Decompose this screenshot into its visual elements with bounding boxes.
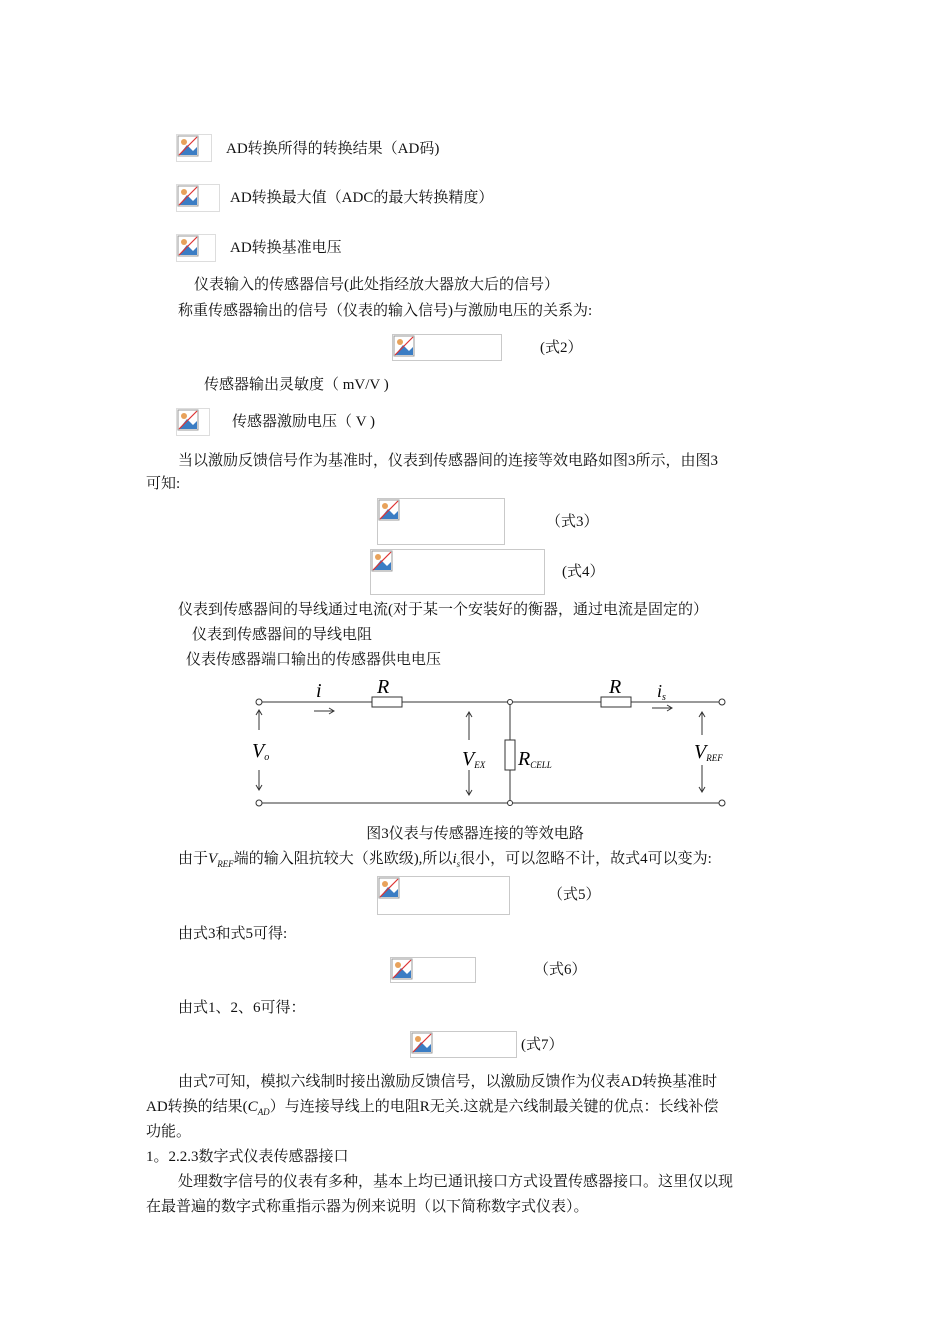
label-vex: VEX xyxy=(462,748,486,770)
text-supply: 仪表传感器端口输出的传感器供电电压 xyxy=(186,652,442,668)
text-ad-ref: AD转换基准电压 xyxy=(230,240,342,256)
label-rcell: RCELL xyxy=(518,748,552,770)
para2-line1: 由式7可知，模拟六线制时接出激励反馈信号，以激励反馈作为仪表AD转换基准时 xyxy=(178,1074,718,1090)
resistor-r-right xyxy=(601,697,631,707)
junction-node xyxy=(508,801,513,806)
text-ad-code: AD转换所得的转换结果（AD码) xyxy=(226,141,440,157)
eq4-label: (式4） xyxy=(562,564,605,580)
text-relation: 称重传感器输出的信号（仪表的输入信号)与激励电压的关系为: xyxy=(178,303,593,319)
resistor-r-left xyxy=(372,697,402,707)
text-current: 仪表到传感器间的导线通过电流(对于某一个安装好的衡器，通过电流是固定的） xyxy=(178,602,708,618)
text-vref-note: 由于$V_{REF}$端的输入阻抗较大（兆欧级),所以$i_s$很小，可以忽略不计，故式4可以变为: xyxy=(178,851,712,869)
text-sensitivity: 传感器输出灵敏度（ mV/V ) xyxy=(204,377,389,393)
label-r-left: R xyxy=(377,676,390,698)
text-resistance: 仪表到传感器间的导线电阻 xyxy=(192,627,373,643)
label-r-right: R xyxy=(609,676,622,698)
label-is: is xyxy=(657,681,666,703)
terminal xyxy=(256,699,262,705)
broken-image-icon xyxy=(378,877,400,899)
broken-image-icon xyxy=(411,1032,433,1054)
label-vref: VREF xyxy=(694,741,723,763)
label-i: i xyxy=(316,680,322,702)
equation-7-image xyxy=(410,1031,517,1058)
para2-line3: 功能。 xyxy=(146,1124,192,1140)
terminal xyxy=(719,699,725,705)
eq2-label: (式2） xyxy=(540,340,583,356)
eq3-label: （式3） xyxy=(546,514,599,530)
terminal xyxy=(719,800,725,806)
eq5-label: （式5） xyxy=(548,887,601,903)
label-vo: Vo xyxy=(252,740,270,763)
junction-node xyxy=(508,700,513,705)
para1-line1: 当以激励反馈信号作为基准时，仪表到传感器间的连接等效电路如图3所示，由图3 xyxy=(178,453,719,469)
resistor-r-cell xyxy=(505,740,515,770)
para3-line1: 处理数字信号的仪表有多种，基本上均已通讯接口方式设置传感器接口。这里仅以现 xyxy=(178,1174,734,1190)
terminal xyxy=(256,800,262,806)
text-from-3-5: 由式3和式5可得: xyxy=(178,926,288,942)
text-ad-max: AD转换最大值（ADC的最大转换精度） xyxy=(230,190,494,206)
broken-image-icon xyxy=(391,958,413,980)
figure-caption: 图3仪表与传感器连接的等效电路 xyxy=(366,826,584,842)
eq6-label: （式6） xyxy=(534,962,587,978)
section-heading: 1。2.2.3数字式仪表传感器接口 xyxy=(146,1149,349,1165)
eq7-label: (式7） xyxy=(521,1037,564,1053)
text-excitation: 传感器激励电压（ V ) xyxy=(232,414,376,430)
para3-line2: 在最普遍的数字式称重指示器为例来说明（以下简称数字式仪表）。 xyxy=(146,1199,589,1215)
para1-line2: 可知: xyxy=(146,476,181,492)
text-sensor-signal: 仪表输入的传感器信号(此处指经放大器放大后的信号） xyxy=(194,277,559,293)
text-from-1-2-6: 由式1、2、6可得： xyxy=(178,1000,306,1016)
para2-line2: AD转换的结果$(C_{AD})$与连接导线上的电阻R无关.这就是六线制最关键的优点：长线补偿 xyxy=(146,1099,719,1117)
equation-6-image xyxy=(390,957,476,983)
equation-5-image xyxy=(377,876,510,915)
